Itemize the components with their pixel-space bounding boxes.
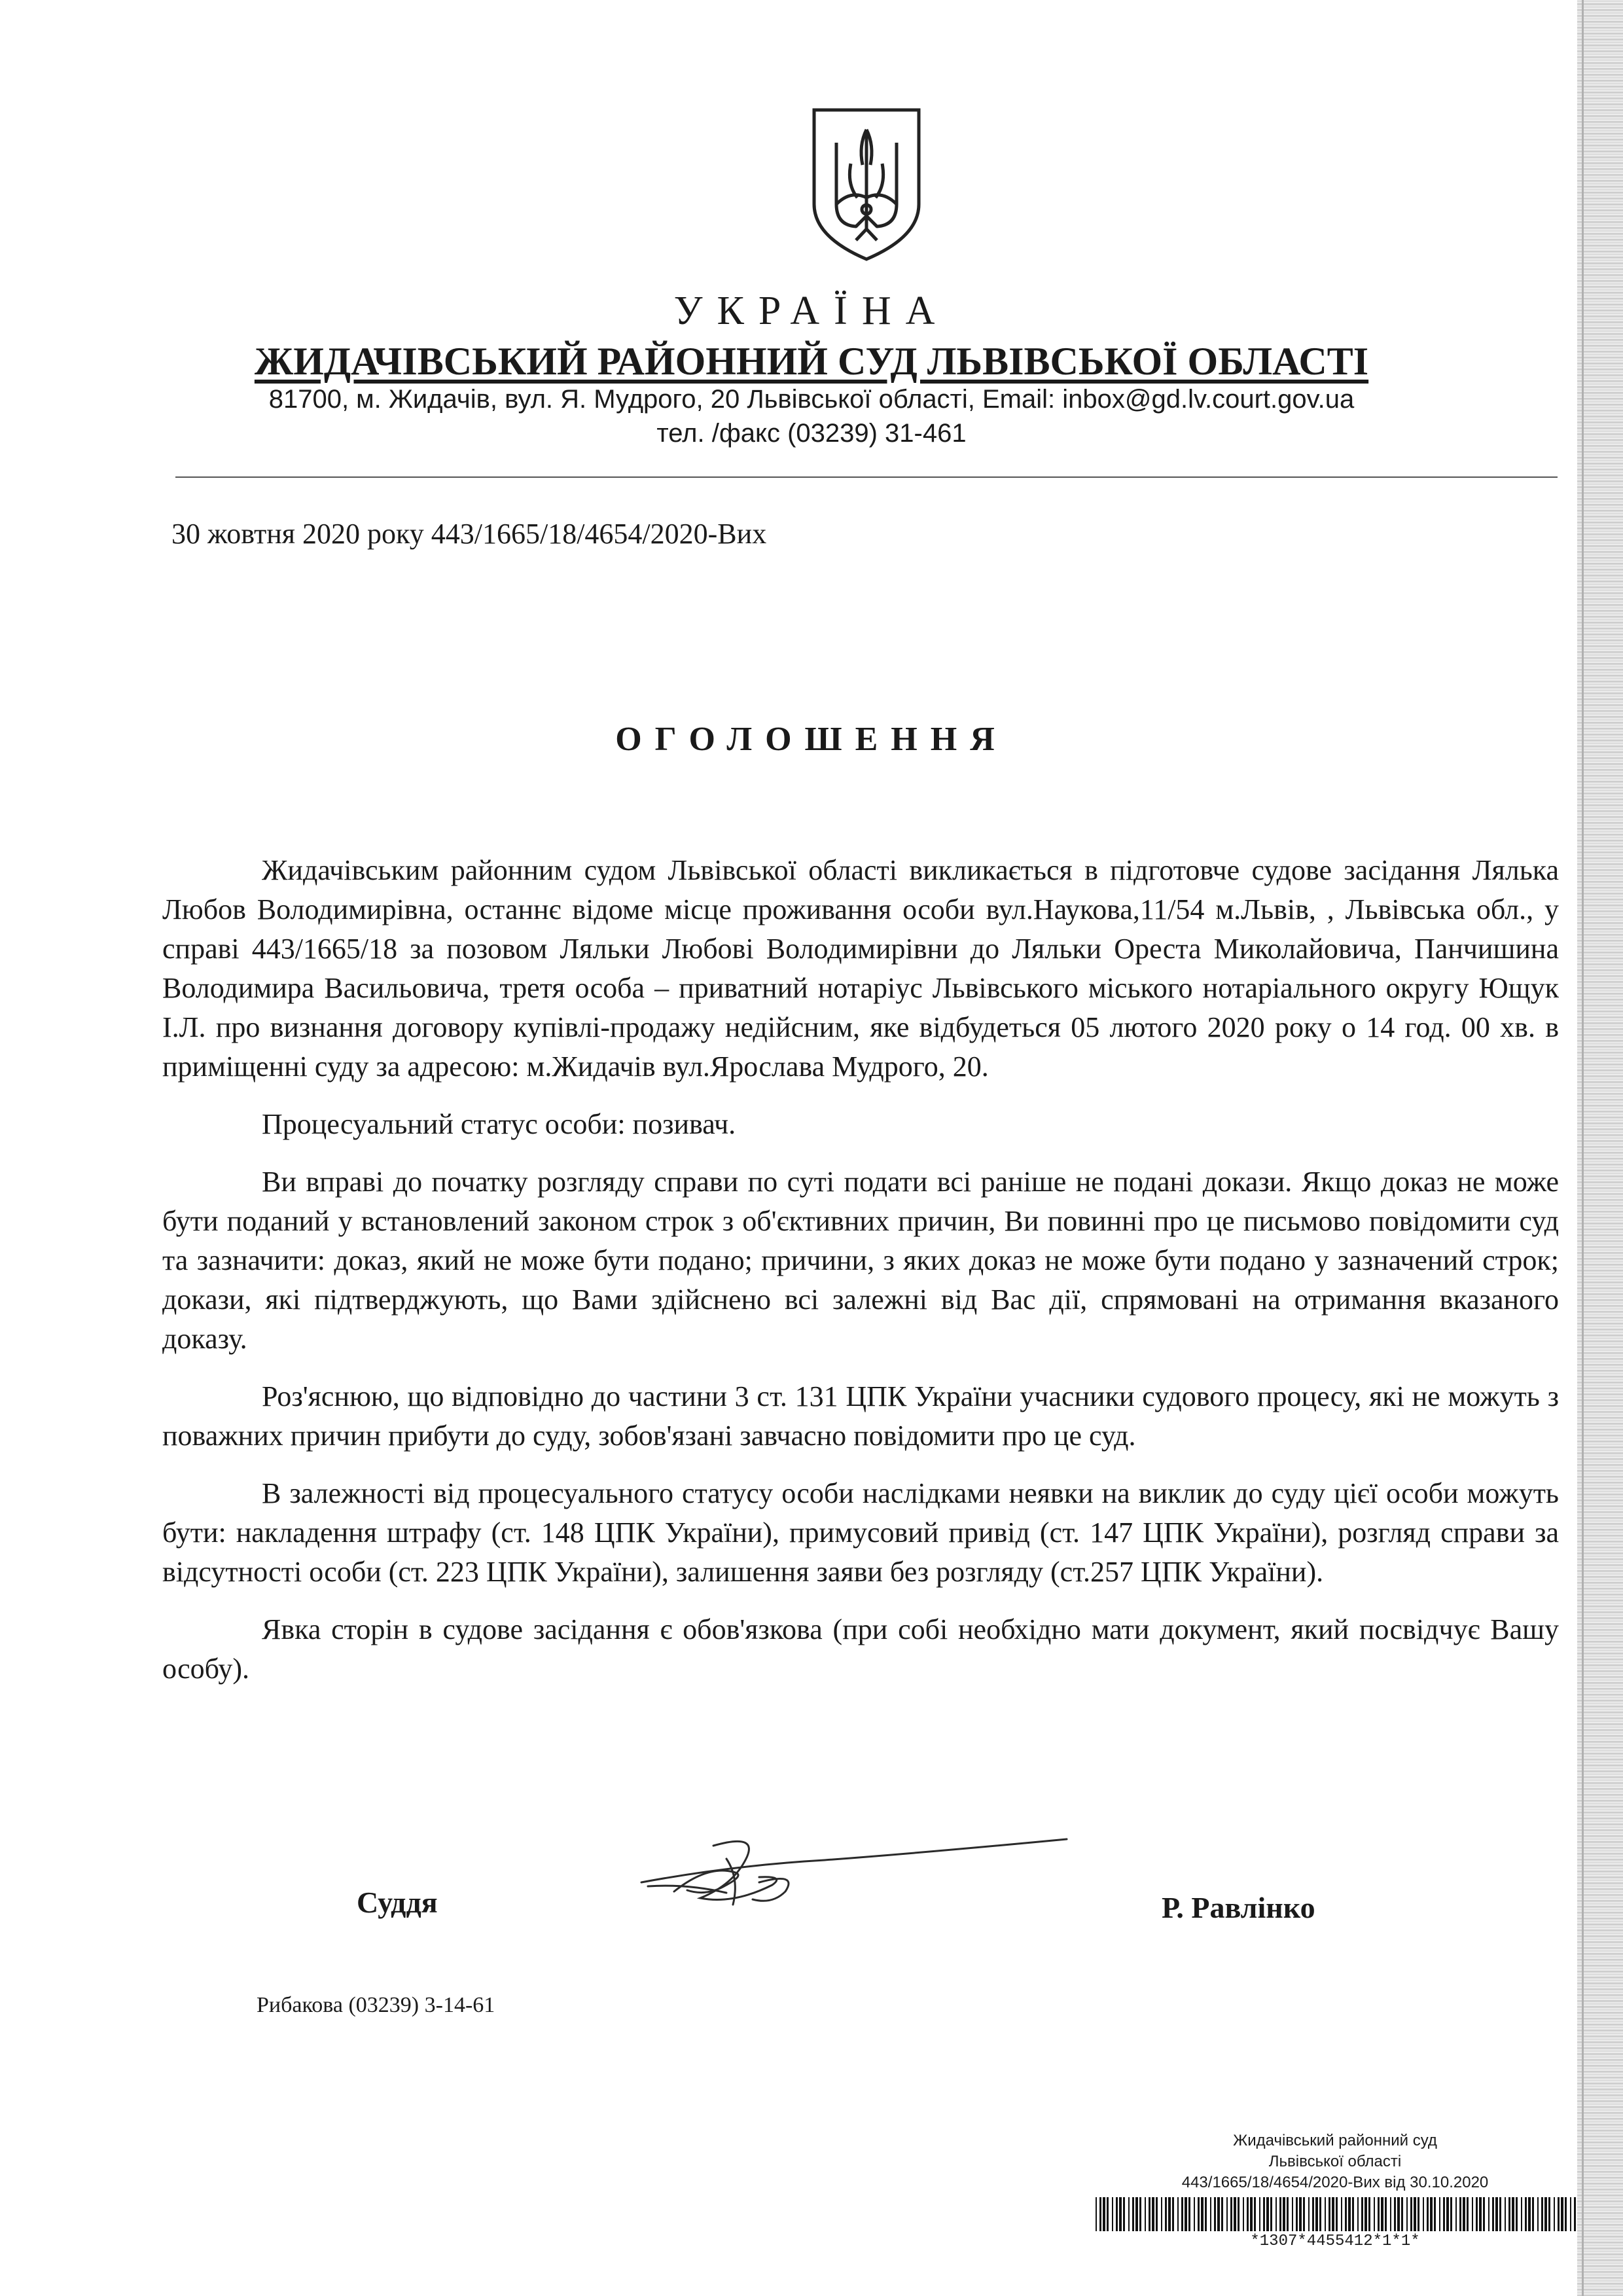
header-divider <box>175 476 1558 478</box>
executor-contact: Рибакова (03239) 3-14-61 <box>257 1993 495 2017</box>
stamp-reference: 443/1665/18/4654/2020-Вих від 30.10.2020 <box>1181 2174 1489 2191</box>
barcode-number: *1307*4455412*1*1* <box>1250 2233 1420 2250</box>
date-and-reference: 30 жовтня 2020 року 443/1665/18/4654/2020-Вих <box>171 518 767 550</box>
stamp-region: Львівської області <box>1268 2153 1402 2170</box>
country-name: УКРАЇНА <box>673 289 950 333</box>
signature-icon <box>628 1820 1073 1924</box>
judge-title: Суддя <box>357 1886 438 1919</box>
registration-stamp <box>1073 2130 1597 2252</box>
judge-name: Р. Равлінко <box>1162 1891 1315 1924</box>
document-title: ОГОЛОШЕННЯ <box>615 721 1008 758</box>
stamp-court-name: Жидачівський районний суд <box>1233 2132 1437 2149</box>
paragraph-status: Процесуальний статус особи: позивач. <box>262 1108 736 1140</box>
court-phone: тел. /факс (03239) 31-461 <box>656 419 967 448</box>
paragraph-explanation: Роз'яснюю, що відповідно до частини 3 ст. 131 ЦПК України учасники судового процесу, які не можуть з поважних причин прибути до суду, зобов'язані завчасно повідомити про це суд. <box>162 1380 1559 1452</box>
barcode-icon <box>1093 2197 1577 2231</box>
paragraph-consequences: В залежності від процесуального статусу особи наслідками неявки на виклик до суду цієї особи можуть бути: накладення штрафу (ст. 148 ЦПК України), примусовий привід (ст. 147 ЦПК України), розгляд справи за відсутності особи (ст. 223 ЦПК України), залишення заяви без розгляду (ст.257 ЦПК України). <box>162 1477 1559 1588</box>
announcement-body <box>162 851 1559 1707</box>
court-name: ЖИДАЧІВСЬКИЙ РАЙОННИЙ СУД ЛЬВІВСЬКОЇ ОБЛАСТІ <box>254 340 1369 383</box>
coat-of-arms-icon <box>810 106 923 263</box>
paragraph-attendance: Явка сторін в судове засідання є обов'язкова (при собі необхідно мати документ, який посвідчує Вашу особу). <box>162 1613 1559 1685</box>
paragraph-evidence: Ви вправі до початку розгляду справи по суті подати всі раніше не подані докази. Якщо доказ не може бути поданий у встановлений законом строк з об'єктивних причин, Ви повинні про це письмово повідомити суд та зазначити: доказ, який не може бути подано; причини, з яких доказ не може бути подано у зазначений строк; докази, які підтверджують, що Вами здійснено всі залежні від Вас дії, спрямовані на отримання вказаного доказу. <box>162 1166 1559 1355</box>
paragraph-summons: Жидачівським районним судом Львівської області викликається в підготовче судове засідання Лялька Любов Володимирівна, останнє відоме місце проживання особи вул.Наукова,11/54 м.Львів, , Львівська обл., у справі 443/1665/18 за позовом Ляльки Любові Володимирівни до Ляльки Ореста Миколайовича, Панчишина Володимира Васильовича, третя особа – приватний нотаріус Львівського міського нотаріального округу Ющук І.Л. про визнання договору купівлі-продажу недійсним, яке відбудеться 05 лютого 2020 року о 14 год. 00 хв. в приміщенні суду за адресою: м.Жидачів вул.Ярослава Мудрого, 20. <box>162 854 1559 1083</box>
court-address: 81700, м. Жидачів, вул. Я. Мудрого, 20 Львівської області, Email: inbox@gd.lv.court.gov.ua <box>268 385 1355 414</box>
